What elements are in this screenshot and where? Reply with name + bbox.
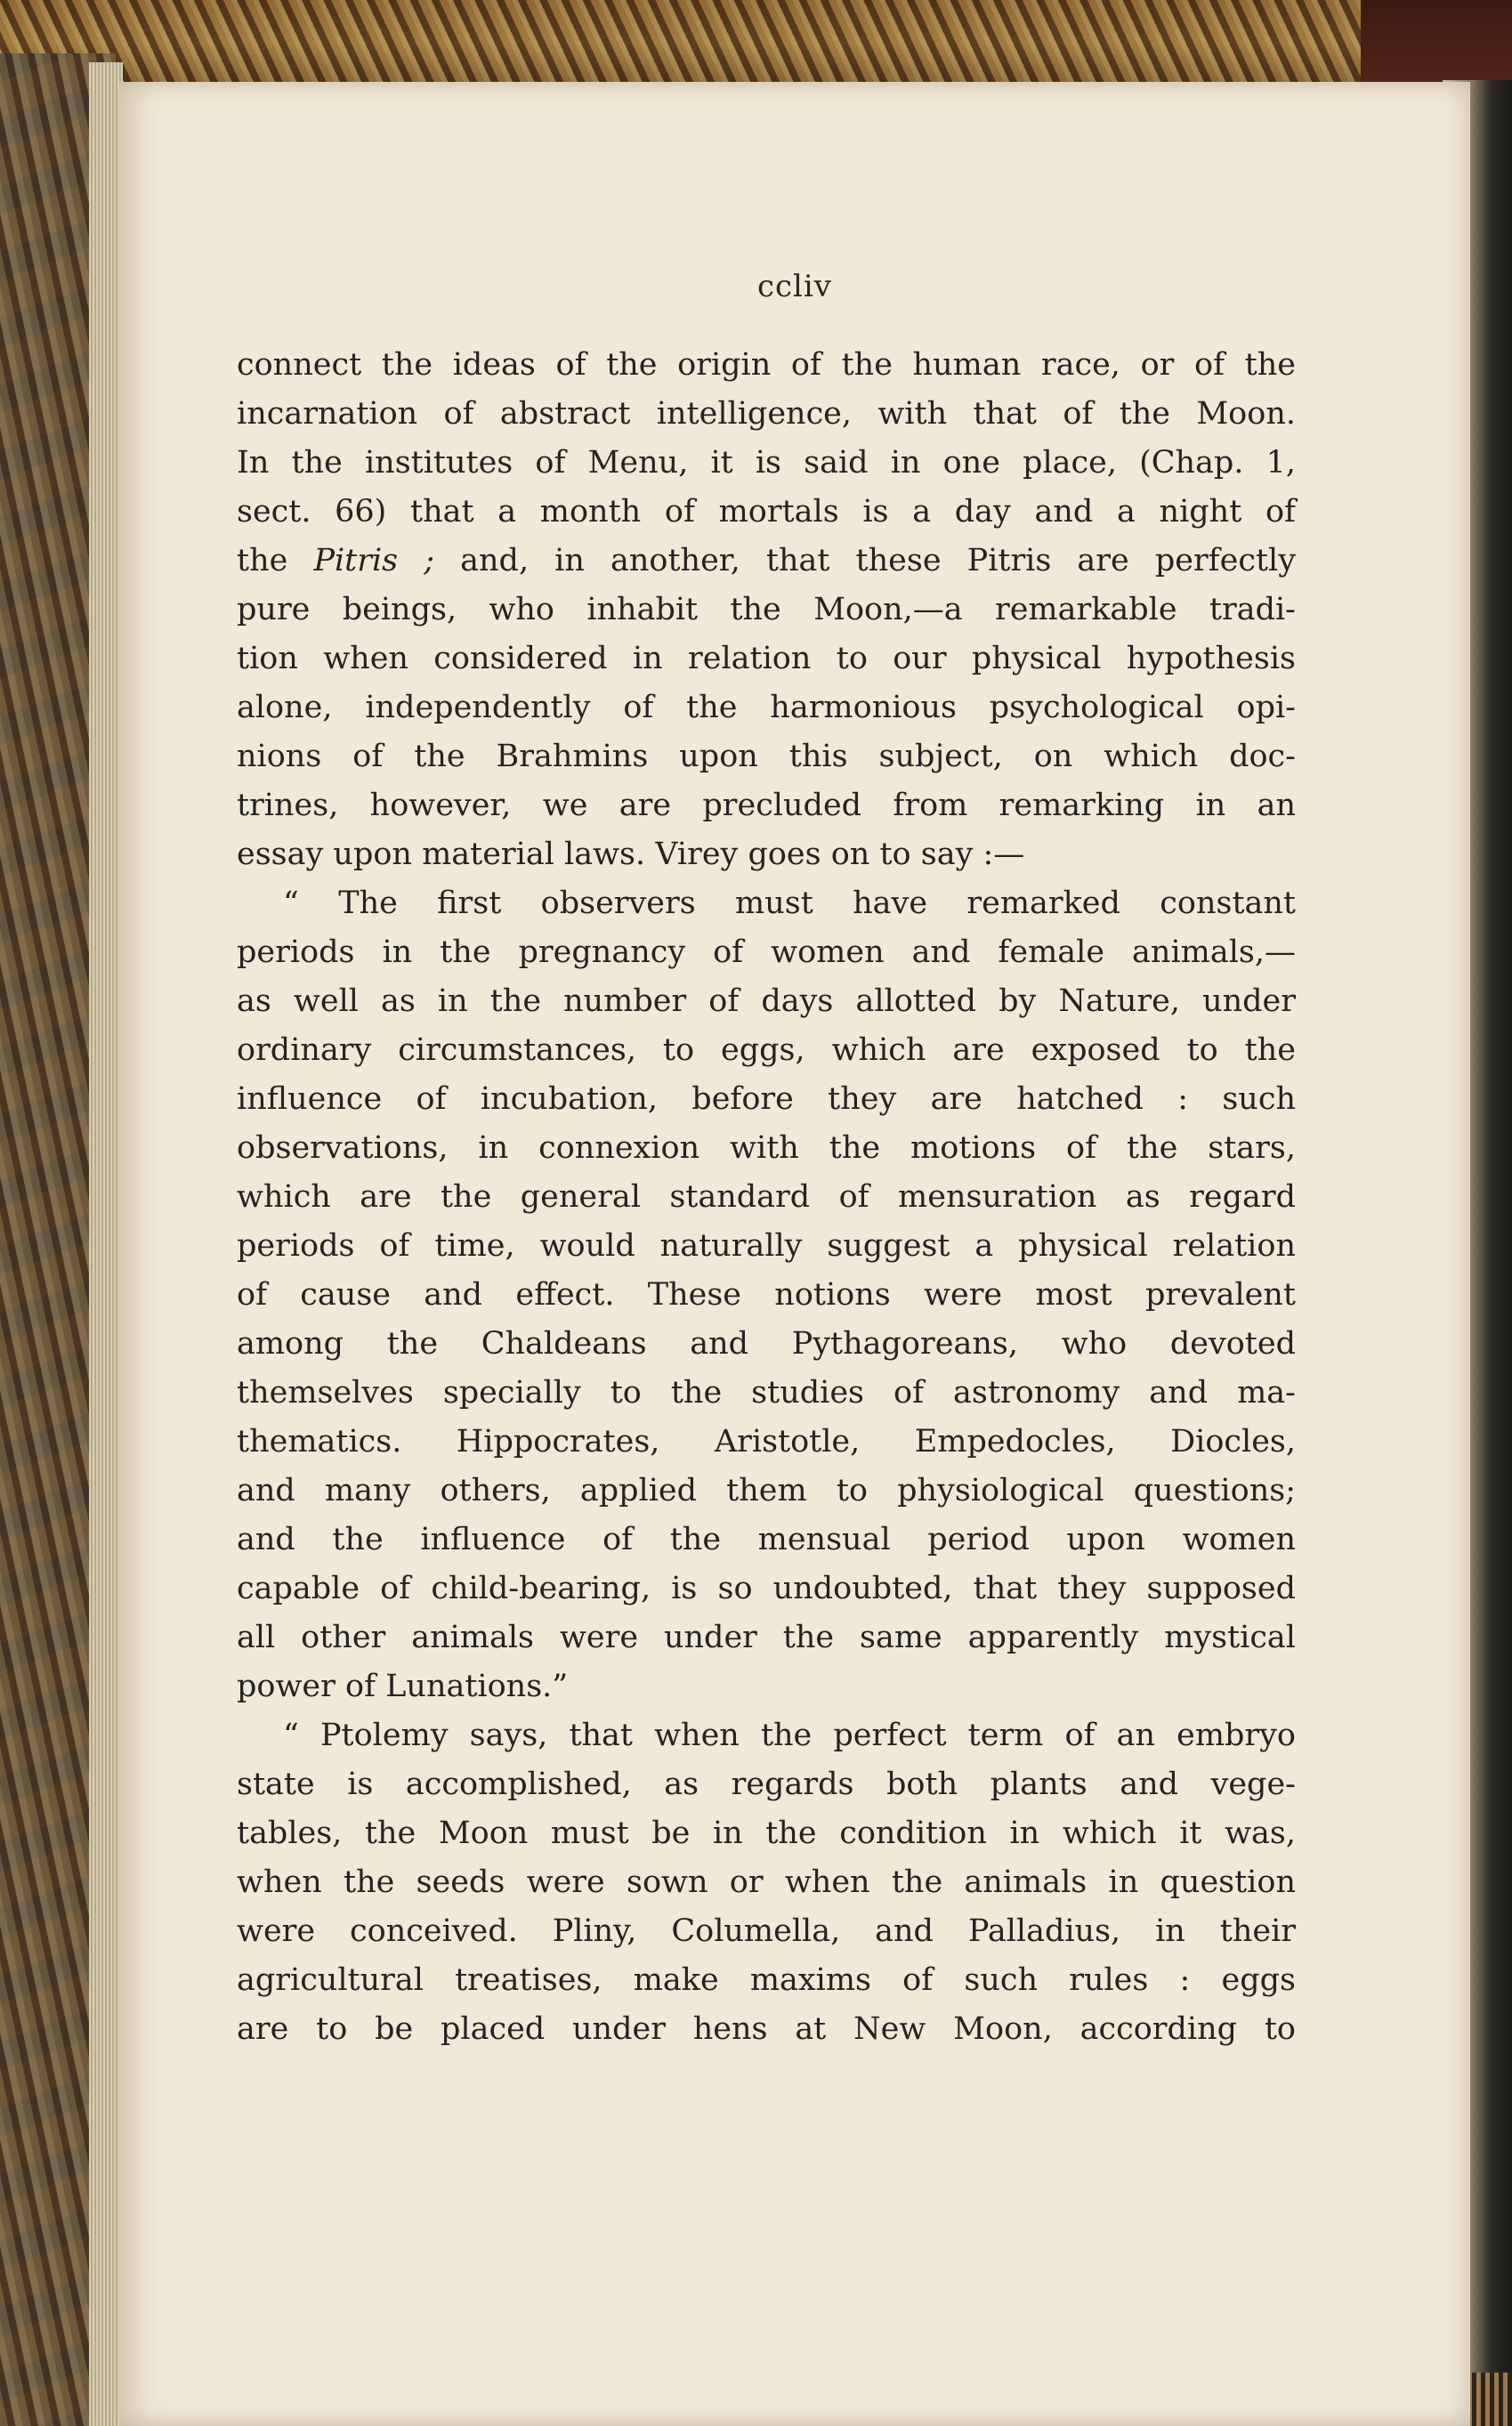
text-line: “ Ptolemy says, that when the perfect term of an embryo bbox=[283, 1718, 1296, 1753]
text-line: when the seeds were sown or when the animals in question bbox=[237, 1864, 1296, 1900]
text-line: power of Lunations.” bbox=[237, 1669, 569, 1704]
text-line: thematics. Hippocrates, Aristotle, Empedocles, Diocles, bbox=[237, 1424, 1296, 1460]
text-fragment: the bbox=[237, 543, 288, 578]
text-line-with-italic bbox=[237, 537, 1296, 586]
text-line: tion when considered in relation to our physical hypothesis bbox=[237, 641, 1296, 676]
text-line: trines, however, we are precluded from remarking in an bbox=[237, 788, 1296, 823]
text-line: capable of child-bearing, is so undoubted, that they supposed bbox=[237, 1571, 1296, 1606]
text-line: all other animals were under the same apparently mystical bbox=[237, 1620, 1296, 1655]
text-line: as well as in the number of days allotted by Nature, under bbox=[237, 983, 1296, 1019]
text-line: observations, in connexion with the motions of the stars, bbox=[237, 1130, 1296, 1166]
body-text bbox=[237, 341, 1296, 2054]
text-line: and the influence of the mensual period upon women bbox=[237, 1522, 1296, 1557]
text-line: periods in the pregnancy of women and female animals,— bbox=[237, 934, 1296, 970]
text-line: nions of the Brahmins upon this subject, on which doc- bbox=[237, 739, 1296, 774]
text-line: sect. 66) that a month of mortals is a day and a night of bbox=[237, 494, 1296, 530]
text-line: tables, the Moon must be in the condition in which it was, bbox=[237, 1815, 1296, 1851]
text-line: state is accomplished, as regards both plants and vege- bbox=[237, 1767, 1296, 1802]
italic-term-pitris: Pitris ; bbox=[313, 543, 435, 578]
text-line: connect the ideas of the origin of the human race, or of the bbox=[237, 347, 1296, 383]
text-line: periods of time, would naturally suggest a physical relation bbox=[237, 1228, 1296, 1264]
text-line: alone, independently of the harmonious psychological opi- bbox=[237, 690, 1296, 725]
text-line: themselves specially to the studies of astronomy and ma- bbox=[237, 1375, 1296, 1411]
text-line: which are the general standard of mensuration as regard bbox=[237, 1179, 1296, 1215]
text-line: of cause and effect. These notions were most prevalent bbox=[237, 1277, 1296, 1313]
text-line: incarnation of abstract intelligence, with that of the Moon. bbox=[237, 396, 1296, 432]
text-line: among the Chaldeans and Pythagoreans, who devoted bbox=[237, 1326, 1296, 1362]
text-line: were conceived. Pliny, Columella, and Palladius, in their bbox=[237, 1913, 1296, 1949]
text-line: are to be placed under hens at New Moon, according to bbox=[237, 2011, 1296, 2047]
text-fragment: and, in another, that these Pitris are perfectly bbox=[460, 543, 1296, 578]
text-line: pure beings, who inhabit the Moon,—a remarkable tradi- bbox=[237, 592, 1296, 627]
text-line: influence of incubation, before they are hatched : such bbox=[237, 1081, 1296, 1117]
text-line: essay upon material laws. Virey goes on to say :— bbox=[237, 837, 1025, 872]
text-line: “ The first observers must have remarked constant bbox=[283, 885, 1296, 921]
text-line: agricultural treatises, make maxims of such rules : eggs bbox=[237, 1962, 1296, 1998]
text-line: In the institutes of Menu, it is said in one place, (Chap. 1, bbox=[237, 445, 1296, 481]
page-stack-edge bbox=[89, 62, 123, 2426]
text-line: and many others, applied them to physiological questions; bbox=[237, 1473, 1296, 1508]
text-line: ordinary circumstances, to eggs, which are exposed to the bbox=[237, 1032, 1296, 1068]
page-number: ccliv bbox=[756, 269, 833, 304]
